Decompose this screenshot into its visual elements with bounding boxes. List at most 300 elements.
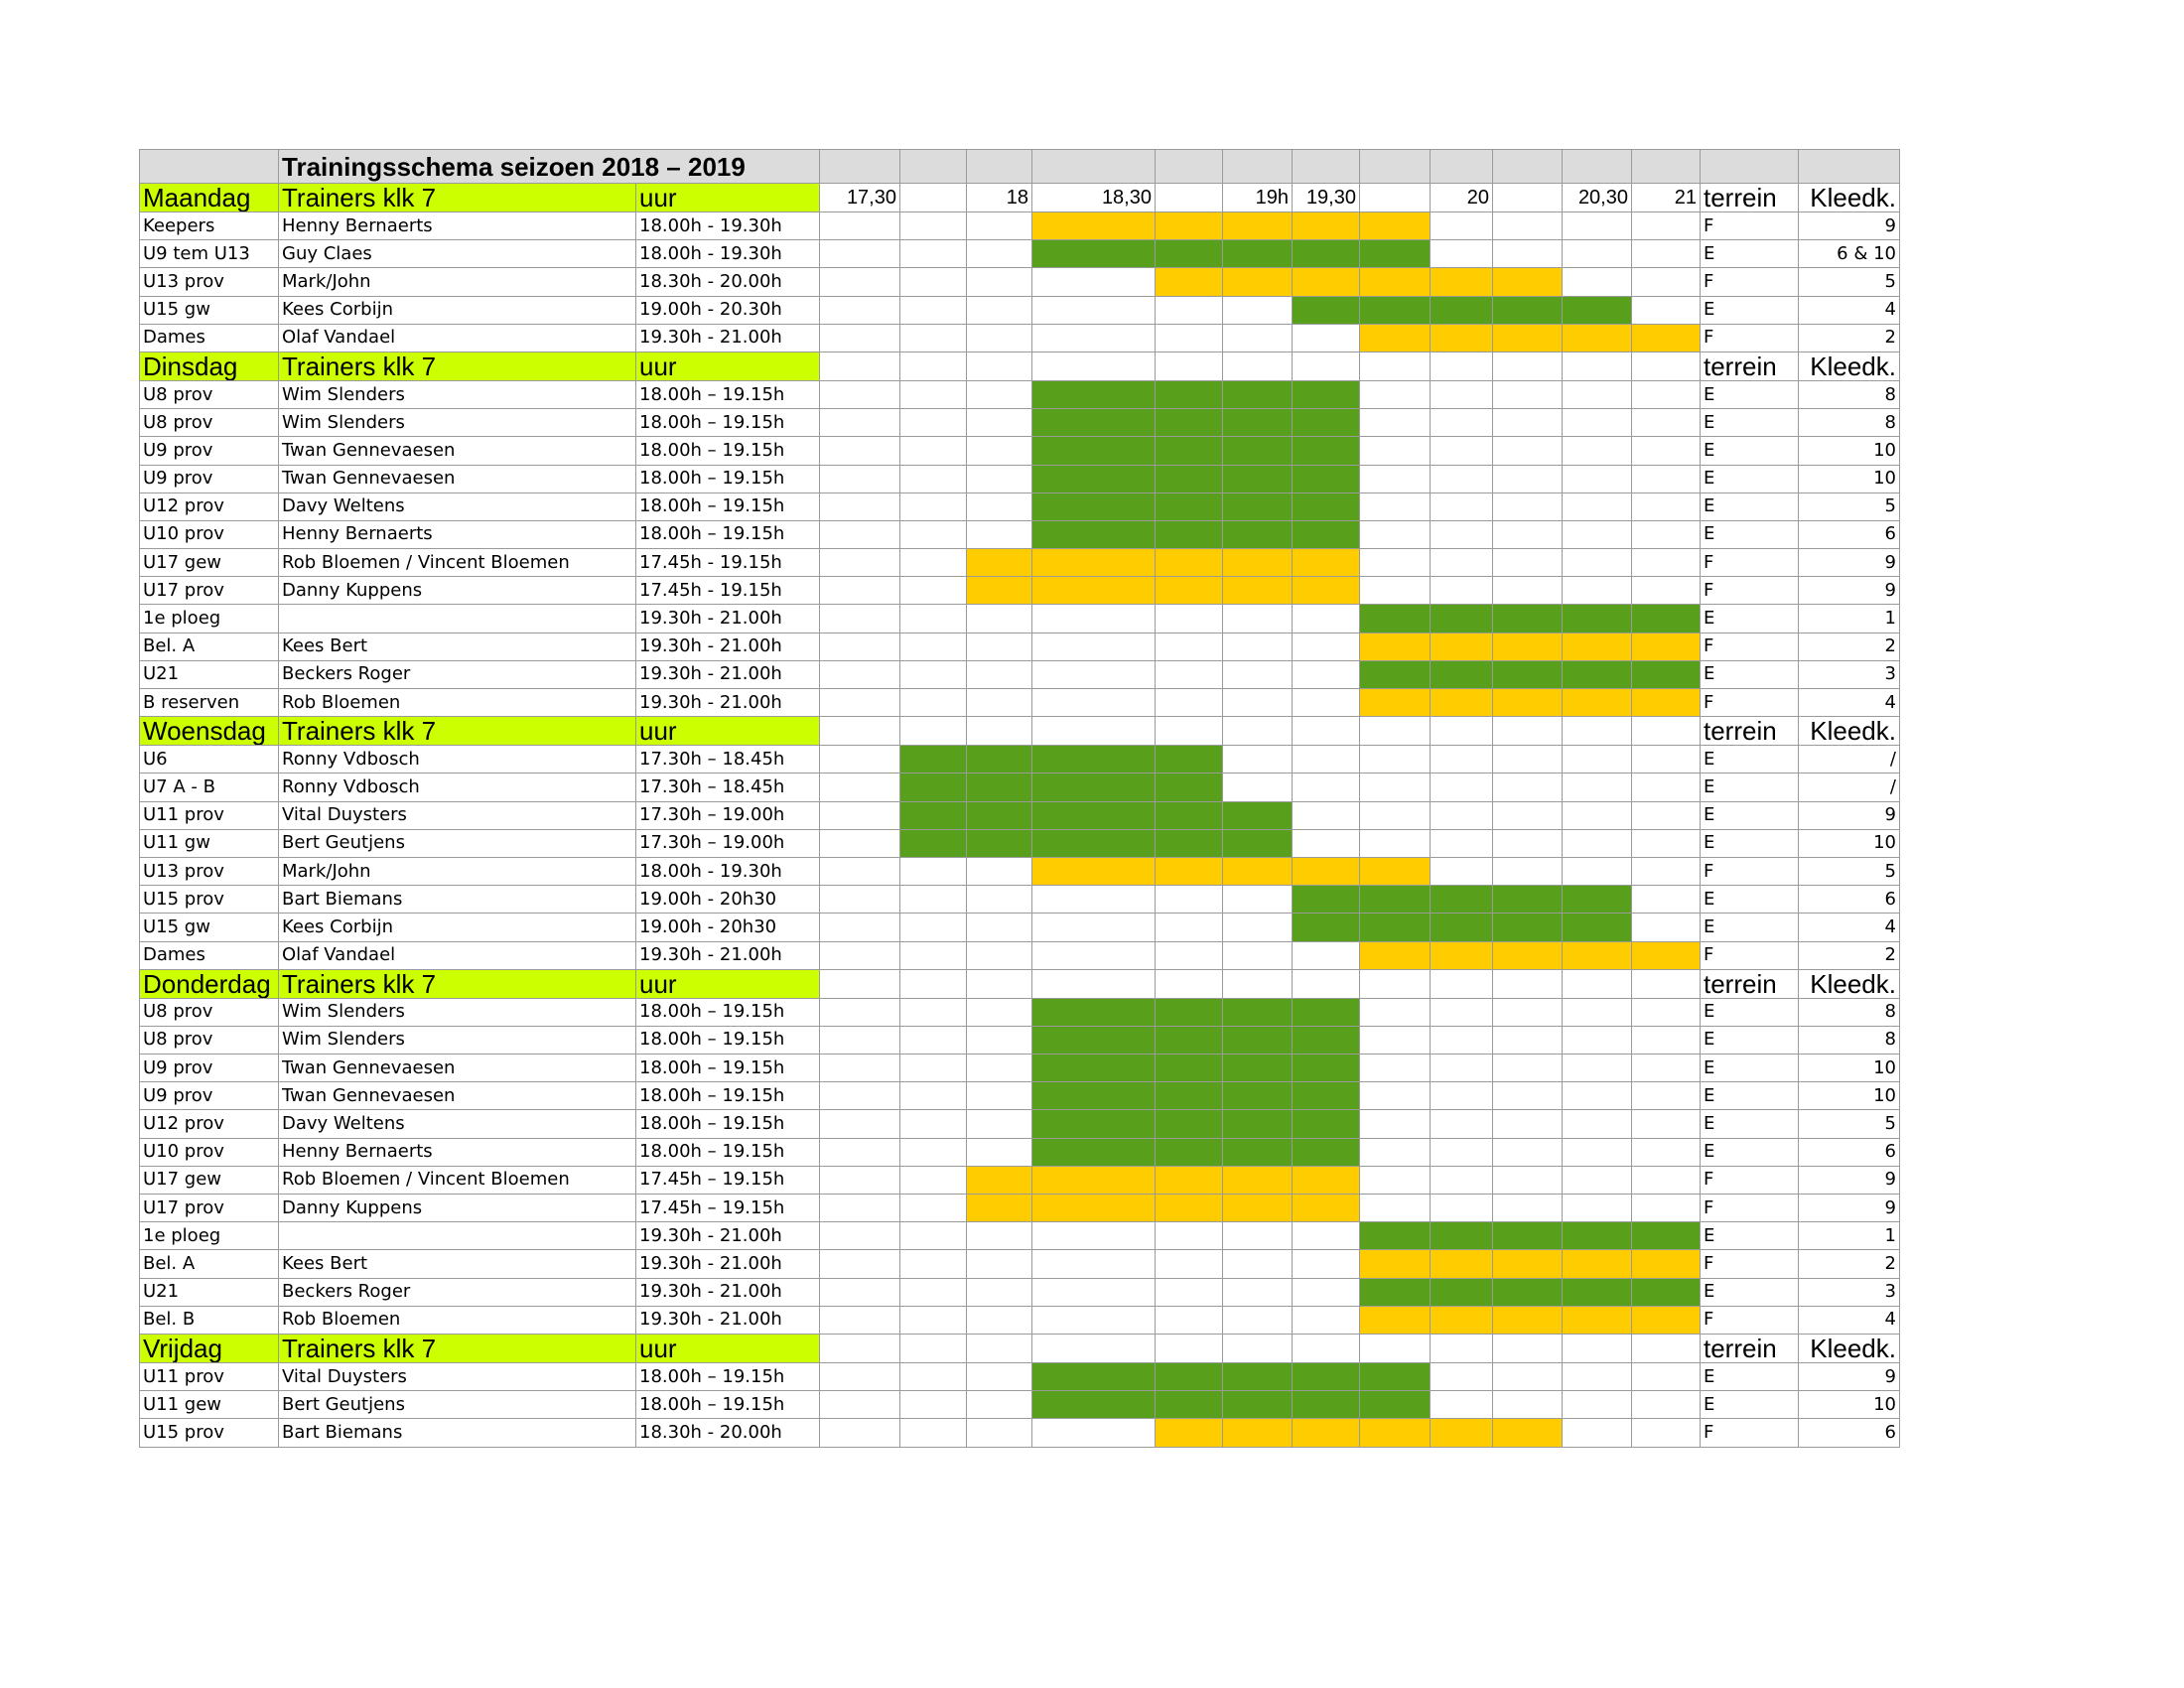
time-slot-cell [1431, 1055, 1493, 1082]
document-title: Trainingsschema seizoen 2018 – 2019 [279, 150, 820, 184]
time-slot-cell [820, 1278, 900, 1306]
time-tick-label [1156, 184, 1223, 212]
training-bar-slot [1032, 1026, 1156, 1054]
training-bar-slot [1360, 1362, 1431, 1390]
time-slot-cell [1156, 1250, 1223, 1278]
locker-value: 10 [1799, 1055, 1900, 1082]
time-slot-cell [1632, 1026, 1701, 1054]
time-slot-cell [1156, 941, 1223, 969]
schedule-row [140, 633, 1900, 660]
training-bar-slot [1156, 1110, 1223, 1138]
time-slot-cell [1632, 857, 1701, 885]
terrain-header: terrein [1701, 969, 1799, 998]
time-tick-label: 18,30 [1032, 184, 1156, 212]
time-slot-cell [820, 605, 900, 633]
day-header-row [140, 1334, 1900, 1362]
time-header: uur [636, 969, 820, 998]
time-slot-cell [1563, 1026, 1632, 1054]
training-time: 17.30h – 19.00h [636, 801, 820, 829]
training-time: 19.30h - 21.00h [636, 605, 820, 633]
time-slot-cell [1431, 577, 1493, 605]
team-name: U17 gew [140, 1166, 279, 1194]
training-time: 17.30h – 19.00h [636, 829, 820, 857]
training-bar-slot [1632, 1278, 1701, 1306]
training-bar-slot [1563, 1278, 1632, 1306]
locker-value: 5 [1799, 268, 1900, 296]
time-slot-cell [1632, 1138, 1701, 1166]
training-bar-slot [1493, 941, 1563, 969]
trainer-name: Olaf Vandael [279, 324, 636, 352]
time-slot-cell [1632, 577, 1701, 605]
training-bar-slot [1223, 240, 1293, 268]
training-bar-slot [1563, 1306, 1632, 1334]
time-slot-header-cell [1293, 969, 1360, 998]
time-slot-cell [1032, 941, 1156, 969]
training-bar-slot [1360, 324, 1431, 352]
trainer-name: Ronny Vdbosch [279, 746, 636, 774]
terrain-value: F [1701, 857, 1799, 885]
time-slot-cell [820, 689, 900, 717]
locker-value: 8 [1799, 380, 1900, 408]
training-time: 18.00h – 19.15h [636, 1082, 820, 1110]
schedule-row [140, 660, 1900, 688]
time-slot-cell [1360, 1055, 1431, 1082]
training-bar-slot [1032, 549, 1156, 577]
schedule-row [140, 324, 1900, 352]
time-slot-cell [1293, 660, 1360, 688]
locker-value: 10 [1799, 465, 1900, 492]
schedule-row [140, 746, 1900, 774]
time-slot-cell [1223, 1278, 1293, 1306]
team-name: Dames [140, 324, 279, 352]
team-name: 1e ploeg [140, 1222, 279, 1250]
schedule-row [140, 240, 1900, 268]
time-slot-cell [900, 1391, 967, 1419]
training-bar-slot [1493, 296, 1563, 324]
training-bar-slot [1293, 1082, 1360, 1110]
time-slot-cell [900, 437, 967, 465]
time-slot-header-cell [1563, 717, 1632, 746]
time-slot-cell [1293, 801, 1360, 829]
locker-value: 9 [1799, 1362, 1900, 1390]
training-time: 18.00h – 19.15h [636, 1110, 820, 1138]
time-slot-cell [900, 577, 967, 605]
training-bar-slot [1493, 660, 1563, 688]
training-bar-slot [1360, 689, 1431, 717]
time-slot-cell [1563, 268, 1632, 296]
time-slot-cell [1360, 465, 1431, 492]
training-time: 19.00h - 20.30h [636, 296, 820, 324]
time-slot-cell [1032, 886, 1156, 914]
training-bar-slot [1223, 1138, 1293, 1166]
time-slot-cell [1293, 1278, 1360, 1306]
training-bar-slot [1360, 212, 1431, 240]
time-slot-cell [1493, 1055, 1563, 1082]
terrain-value: E [1701, 380, 1799, 408]
training-bar-slot [1493, 605, 1563, 633]
team-name: U8 prov [140, 380, 279, 408]
training-time: 17.45h – 19.15h [636, 1166, 820, 1194]
trainer-name: Rob Bloemen / Vincent Bloemen [279, 1166, 636, 1194]
training-time: 17.45h - 19.15h [636, 577, 820, 605]
terrain-value: E [1701, 998, 1799, 1026]
locker-value: 6 & 10 [1799, 240, 1900, 268]
training-bar-slot [1360, 605, 1431, 633]
training-bar-slot [1360, 633, 1431, 660]
training-bar-slot [1293, 1138, 1360, 1166]
training-bar-slot [1223, 212, 1293, 240]
time-slot-cell [1563, 437, 1632, 465]
trainer-name: Danny Kuppens [279, 1195, 636, 1222]
time-slot-cell [1223, 886, 1293, 914]
time-slot-cell [1632, 886, 1701, 914]
training-time: 19.00h - 20h30 [636, 914, 820, 941]
time-slot-cell [1223, 324, 1293, 352]
time-slot-cell [1632, 520, 1701, 548]
locker-value: 4 [1799, 1306, 1900, 1334]
training-bar-slot [1223, 1419, 1293, 1447]
trainer-name: Kees Corbijn [279, 296, 636, 324]
training-schedule-table [139, 149, 1900, 1448]
trainer-name: Kees Bert [279, 633, 636, 660]
time-slot-cell [1293, 1250, 1360, 1278]
time-slot-cell [1360, 380, 1431, 408]
locker-value: 1 [1799, 1222, 1900, 1250]
schedule-row [140, 1026, 1900, 1054]
time-slot-cell [900, 520, 967, 548]
time-slot-cell [967, 465, 1032, 492]
training-bar-slot [1632, 689, 1701, 717]
time-slot-cell [820, 746, 900, 774]
time-tick-label: 19h [1223, 184, 1293, 212]
time-slot-cell [1431, 1166, 1493, 1194]
time-slot-cell [1493, 380, 1563, 408]
team-name: U10 prov [140, 520, 279, 548]
team-name: Bel. A [140, 633, 279, 660]
training-time: 18.00h - 19.30h [636, 212, 820, 240]
time-slot-cell [820, 296, 900, 324]
time-slot-cell [1360, 1138, 1431, 1166]
time-slot-cell [1563, 520, 1632, 548]
trainer-name: Henny Bernaerts [279, 520, 636, 548]
time-slot-cell [1223, 1306, 1293, 1334]
time-slot-cell [1493, 520, 1563, 548]
time-slot-cell [820, 633, 900, 660]
time-slot-cell [1360, 437, 1431, 465]
training-time: 18.00h – 19.15h [636, 1362, 820, 1390]
time-slot-cell [820, 886, 900, 914]
time-slot-cell [1563, 746, 1632, 774]
time-slot-header-cell [1431, 969, 1493, 998]
time-slot-cell [1032, 689, 1156, 717]
time-slot-cell [1632, 774, 1701, 801]
trainer-name: Twan Gennevaesen [279, 465, 636, 492]
training-bar-slot [1431, 941, 1493, 969]
training-bar-slot [1293, 380, 1360, 408]
team-name: U12 prov [140, 492, 279, 520]
trainer-name: Bart Biemans [279, 886, 636, 914]
time-slot-cell [967, 1362, 1032, 1390]
time-slot-cell [1632, 268, 1701, 296]
terrain-value: F [1701, 633, 1799, 660]
terrain-value: E [1701, 1391, 1799, 1419]
training-bar-slot [1223, 492, 1293, 520]
training-bar-slot [1156, 1362, 1223, 1390]
locker-header: Kleedk. [1799, 184, 1900, 212]
team-name: U13 prov [140, 268, 279, 296]
locker-value: 6 [1799, 1419, 1900, 1447]
schedule-row [140, 577, 1900, 605]
locker-value: 6 [1799, 520, 1900, 548]
time-slot-cell [967, 605, 1032, 633]
time-slot-cell [900, 1110, 967, 1138]
time-tick-label [1493, 184, 1563, 212]
training-bar-slot [967, 801, 1032, 829]
training-bar-slot [1360, 941, 1431, 969]
trainer-name: Wim Slenders [279, 998, 636, 1026]
time-slot-header-cell [1632, 717, 1701, 746]
time-slot-cell [1156, 689, 1223, 717]
time-slot-cell [1360, 801, 1431, 829]
time-slot-cell [1563, 409, 1632, 437]
training-bar-slot [1156, 829, 1223, 857]
training-bar-slot [1431, 268, 1493, 296]
team-name: U9 tem U13 [140, 240, 279, 268]
time-slot-cell [1632, 1110, 1701, 1138]
time-slot-cell [1431, 437, 1493, 465]
terrain-value: E [1701, 1222, 1799, 1250]
training-bar-slot [1493, 886, 1563, 914]
terrain-value: E [1701, 520, 1799, 548]
time-slot-cell [1563, 998, 1632, 1026]
time-slot-cell [1493, 746, 1563, 774]
time-slot-cell [1563, 1138, 1632, 1166]
training-bar-slot [1156, 465, 1223, 492]
time-slot-header-cell [1431, 717, 1493, 746]
time-slot-cell [1493, 1082, 1563, 1110]
locker-value: 2 [1799, 633, 1900, 660]
trainer-name: Twan Gennevaesen [279, 1082, 636, 1110]
training-bar-slot [1156, 746, 1223, 774]
locker-value: 3 [1799, 660, 1900, 688]
trainers-header: Trainers klk 7 [279, 184, 636, 212]
training-time: 19.30h - 21.00h [636, 1250, 820, 1278]
terrain-value: E [1701, 1082, 1799, 1110]
training-bar-slot [1156, 520, 1223, 548]
team-name: U15 prov [140, 1419, 279, 1447]
time-slot-cell [900, 1419, 967, 1447]
time-slot-cell [1493, 577, 1563, 605]
time-slot-cell [967, 409, 1032, 437]
time-slot-header-cell [1632, 969, 1701, 998]
time-slot-cell [967, 1391, 1032, 1419]
training-bar-slot [1632, 633, 1701, 660]
time-slot-cell [1032, 1419, 1156, 1447]
time-slot-cell [820, 1026, 900, 1054]
time-slot-cell [1563, 465, 1632, 492]
trainer-name: Wim Slenders [279, 409, 636, 437]
terrain-value: E [1701, 437, 1799, 465]
time-tick-label: 21 [1632, 184, 1701, 212]
training-bar-slot [1032, 746, 1156, 774]
locker-value: 2 [1799, 941, 1900, 969]
time-slot-cell [1032, 1306, 1156, 1334]
training-time: 17.30h – 18.45h [636, 774, 820, 801]
time-slot-cell [900, 633, 967, 660]
training-bar-slot [1156, 240, 1223, 268]
trainer-name: Bart Biemans [279, 1419, 636, 1447]
schedule-row [140, 829, 1900, 857]
training-bar-slot [1360, 1222, 1431, 1250]
training-bar-slot [1360, 1306, 1431, 1334]
time-slot-cell [1563, 774, 1632, 801]
time-slot-cell [1632, 409, 1701, 437]
time-slot-cell [1632, 801, 1701, 829]
time-slot-cell [1563, 857, 1632, 885]
team-name: U11 prov [140, 801, 279, 829]
training-bar-slot [1632, 1250, 1701, 1278]
time-slot-cell [1563, 1166, 1632, 1194]
training-bar-slot [1563, 324, 1632, 352]
locker-value: / [1799, 774, 1900, 801]
time-slot-header-cell [1223, 717, 1293, 746]
training-bar-slot [1293, 857, 1360, 885]
time-slot-cell [820, 1138, 900, 1166]
time-slot-cell [967, 1306, 1032, 1334]
terrain-value: E [1701, 1138, 1799, 1166]
training-bar-slot [1293, 240, 1360, 268]
day-header-row [140, 352, 1900, 380]
training-bar-slot [1223, 520, 1293, 548]
training-time: 18.00h – 19.15h [636, 465, 820, 492]
time-slot-cell [967, 1138, 1032, 1166]
time-slot-cell [1431, 1195, 1493, 1222]
schedule-row [140, 409, 1900, 437]
training-time: 18.00h - 19.30h [636, 857, 820, 885]
schedule-row [140, 268, 1900, 296]
time-slot-cell [967, 1110, 1032, 1138]
terrain-value: F [1701, 941, 1799, 969]
team-name: U8 prov [140, 1026, 279, 1054]
time-slot-cell [1563, 1055, 1632, 1082]
training-bar-slot [1360, 1419, 1431, 1447]
training-bar-slot [1563, 1222, 1632, 1250]
trainer-name: Mark/John [279, 268, 636, 296]
schedule-row [140, 1055, 1900, 1082]
time-slot-header-cell [1032, 1334, 1156, 1362]
training-bar-slot [1156, 1082, 1223, 1110]
trainer-name: Beckers Roger [279, 660, 636, 688]
time-slot-cell [1223, 746, 1293, 774]
locker-value: 8 [1799, 1026, 1900, 1054]
time-slot-header-cell [967, 969, 1032, 998]
terrain-value: E [1701, 296, 1799, 324]
team-name: U21 [140, 660, 279, 688]
day-header-row [140, 717, 1900, 746]
time-slot-cell [1632, 437, 1701, 465]
training-bar-slot [1223, 549, 1293, 577]
training-bar-slot [1360, 240, 1431, 268]
terrain-value: F [1701, 1166, 1799, 1194]
time-slot-cell [1293, 774, 1360, 801]
time-slot-cell [900, 1306, 967, 1334]
training-bar-slot [1032, 1138, 1156, 1166]
team-name: U9 prov [140, 465, 279, 492]
training-bar-slot [1032, 1362, 1156, 1390]
time-slot-cell [1223, 1222, 1293, 1250]
training-bar-slot [1223, 1055, 1293, 1082]
schedule-row [140, 1278, 1900, 1306]
time-slot-cell [1156, 296, 1223, 324]
time-slot-cell [900, 1166, 967, 1194]
training-bar-slot [1032, 857, 1156, 885]
time-slot-cell [820, 998, 900, 1026]
training-bar-slot [1360, 296, 1431, 324]
training-bar-slot [1156, 1055, 1223, 1082]
training-bar-slot [1032, 1166, 1156, 1194]
time-slot-cell [820, 1362, 900, 1390]
team-name: U8 prov [140, 998, 279, 1026]
training-bar-slot [1223, 1110, 1293, 1138]
time-slot-cell [1493, 1138, 1563, 1166]
time-tick-label [1360, 184, 1431, 212]
training-bar-slot [1431, 1278, 1493, 1306]
training-bar-slot [1223, 801, 1293, 829]
time-slot-cell [1632, 998, 1701, 1026]
terrain-value: E [1701, 240, 1799, 268]
schedule-row [140, 1391, 1900, 1419]
time-slot-cell [1431, 240, 1493, 268]
day-name: Woensdag [140, 717, 279, 746]
time-slot-cell [1223, 941, 1293, 969]
training-bar-slot [1223, 857, 1293, 885]
time-slot-cell [1431, 549, 1493, 577]
terrain-header: terrein [1701, 717, 1799, 746]
training-bar-slot [1223, 1026, 1293, 1054]
time-slot-cell [1431, 409, 1493, 437]
training-bar-slot [1293, 437, 1360, 465]
trainer-name: Ronny Vdbosch [279, 774, 636, 801]
training-bar-slot [900, 829, 967, 857]
trainer-name: Rob Bloemen / Vincent Bloemen [279, 549, 636, 577]
terrain-value: F [1701, 268, 1799, 296]
team-name: U9 prov [140, 437, 279, 465]
training-bar-slot [1156, 857, 1223, 885]
team-name: Keepers [140, 212, 279, 240]
locker-value: 9 [1799, 212, 1900, 240]
time-slot-cell [967, 492, 1032, 520]
title-band-cell [1493, 150, 1563, 184]
training-bar-slot [1156, 774, 1223, 801]
training-bar-slot [1493, 324, 1563, 352]
time-slot-cell [1493, 492, 1563, 520]
training-bar-slot [1293, 1419, 1360, 1447]
time-slot-cell [1156, 324, 1223, 352]
locker-value: 3 [1799, 1278, 1900, 1306]
time-slot-cell [1293, 689, 1360, 717]
training-bar-slot [1431, 605, 1493, 633]
terrain-value: E [1701, 829, 1799, 857]
training-time: 18.00h – 19.15h [636, 409, 820, 437]
time-slot-cell [900, 886, 967, 914]
training-bar-slot [1431, 1419, 1493, 1447]
time-slot-cell [1360, 492, 1431, 520]
schedule-row [140, 857, 1900, 885]
training-bar-slot [1632, 941, 1701, 969]
team-name: Bel. B [140, 1306, 279, 1334]
time-slot-cell [820, 941, 900, 969]
time-slot-cell [900, 409, 967, 437]
